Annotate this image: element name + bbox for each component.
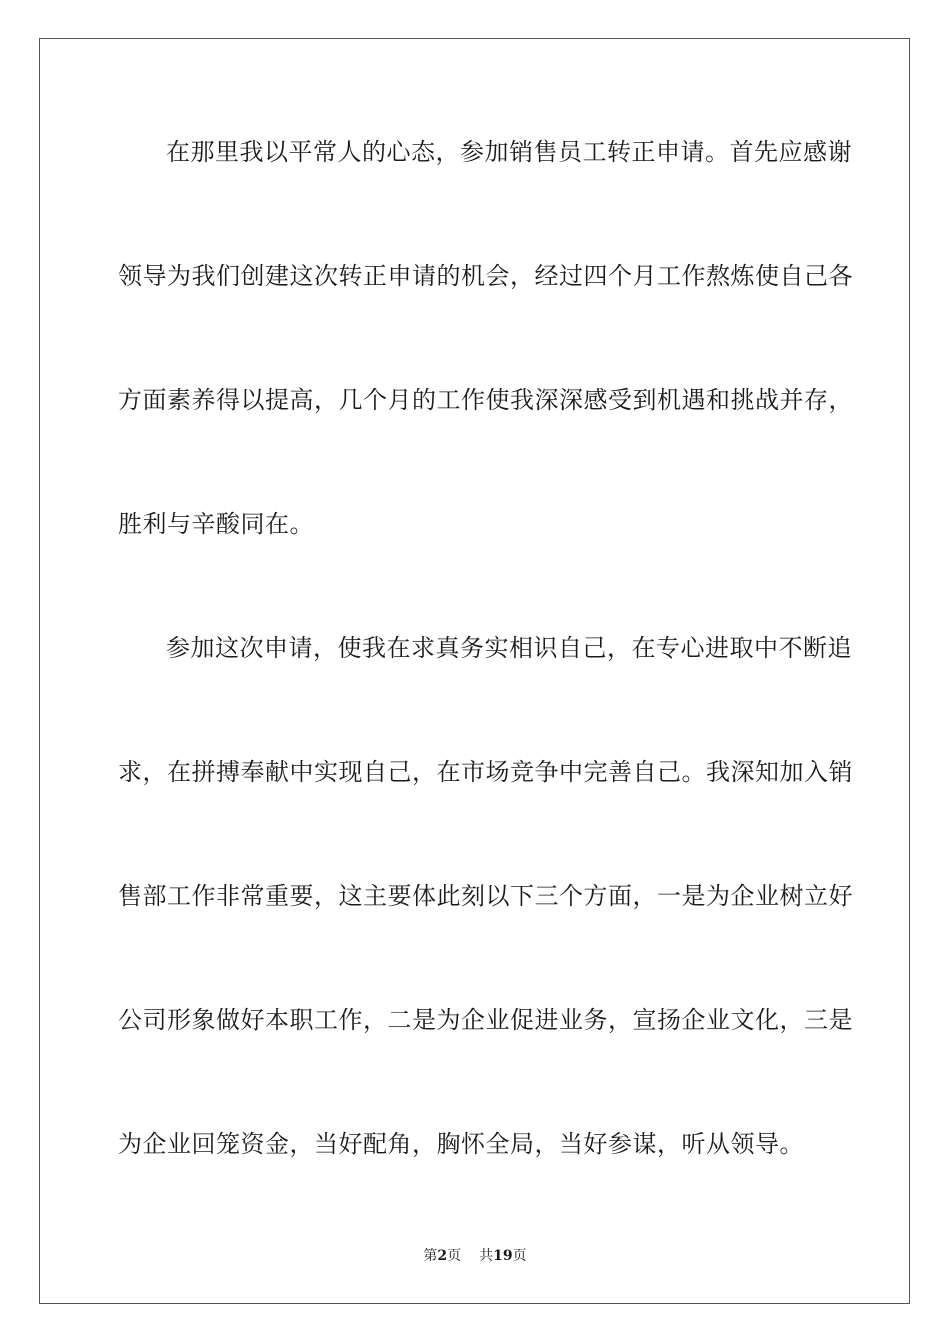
page-suffix: 页 [447, 1248, 462, 1264]
paragraph-1-line-1: 在那里我以平常人的心态，参加销售员工转正申请。首先应感谢 [166, 138, 852, 166]
paragraph-1-line-2: 领导为我们创建这次转正申请的机会，经过四个月工作熬炼使自己各 [118, 262, 853, 290]
paragraph-2-line-2: 求，在拼搏奉献中实现自己，在市场竞争中完善自己。我深知加入销 [118, 758, 853, 786]
total-prefix: 共 [479, 1248, 494, 1264]
page-border [39, 38, 910, 1304]
paragraph-1-line-3: 方面素养得以提高，几个月的工作使我深深感受到机遇和挑战并存， [118, 386, 853, 414]
page-footer [0, 1246, 950, 1266]
paragraph-2-line-1: 参加这次申请，使我在求真务实相识自己，在专心进取中不断追 [166, 634, 852, 662]
paragraph-1-line-4: 胜利与辛酸同在。 [118, 510, 314, 538]
page-prefix: 第 [423, 1248, 438, 1264]
paragraph-2-line-3: 售部工作非常重要，这主要体此刻以下三个方面，一是为企业树立好 [118, 882, 853, 910]
paragraph-2-line-5: 为企业回笼资金，当好配角，胸怀全局，当好参谋，听从领导。 [118, 1130, 804, 1158]
paragraph-2-line-4: 公司形象做好本职工作，二是为企业促进业务，宣扬企业文化，三是 [118, 1006, 853, 1034]
total-suffix: 页 [512, 1248, 527, 1264]
total-pages: 19 [493, 1248, 513, 1264]
page-number: 2 [437, 1248, 448, 1264]
